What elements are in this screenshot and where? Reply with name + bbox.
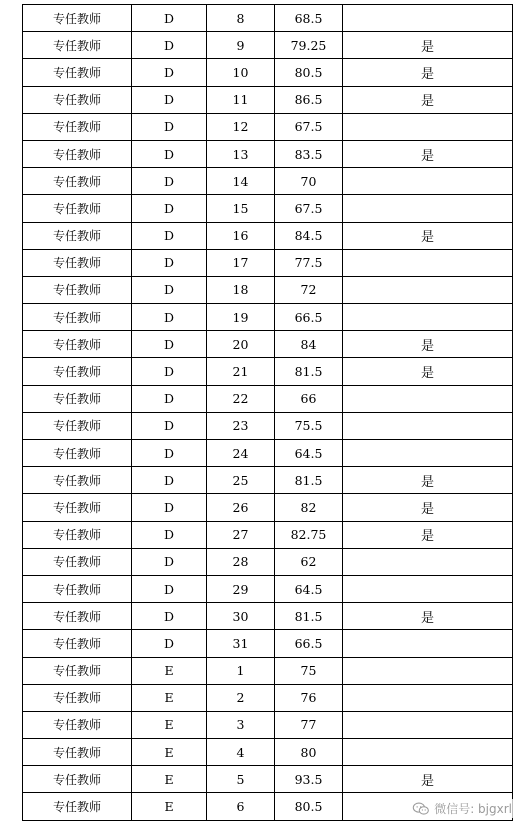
cell-number: 31 bbox=[207, 630, 275, 657]
table-row bbox=[23, 657, 513, 684]
cell-position: 专任教师 bbox=[23, 195, 132, 222]
cell-position: 专任教师 bbox=[23, 222, 132, 249]
cell-qualified bbox=[343, 711, 513, 738]
watermark-text: 微信号: bjgxrl bbox=[434, 802, 512, 816]
cell-score: 66 bbox=[275, 385, 343, 412]
cell-group: E bbox=[132, 684, 207, 711]
cell-score: 93.5 bbox=[275, 766, 343, 793]
table-row bbox=[23, 412, 513, 439]
cell-group: D bbox=[132, 195, 207, 222]
cell-qualified: 是 bbox=[343, 358, 513, 385]
table-row bbox=[23, 603, 513, 630]
cell-score: 62 bbox=[275, 548, 343, 575]
cell-number: 12 bbox=[207, 113, 275, 140]
cell-group: D bbox=[132, 276, 207, 303]
cell-group: D bbox=[132, 304, 207, 331]
cell-number: 26 bbox=[207, 494, 275, 521]
table-row bbox=[23, 440, 513, 467]
cell-group: D bbox=[132, 603, 207, 630]
cell-qualified: 是 bbox=[343, 140, 513, 167]
cell-number: 22 bbox=[207, 385, 275, 412]
cell-qualified: 是 bbox=[343, 222, 513, 249]
cell-qualified bbox=[343, 739, 513, 766]
cell-score: 81.5 bbox=[275, 467, 343, 494]
cell-score: 77.5 bbox=[275, 249, 343, 276]
cell-qualified: 是 bbox=[343, 59, 513, 86]
cell-position: 专任教师 bbox=[23, 711, 132, 738]
table-row bbox=[23, 711, 513, 738]
cell-score: 64.5 bbox=[275, 440, 343, 467]
cell-number: 23 bbox=[207, 412, 275, 439]
cell-qualified: 是 bbox=[343, 32, 513, 59]
cell-qualified bbox=[343, 385, 513, 412]
cell-group: D bbox=[132, 494, 207, 521]
table-row bbox=[23, 494, 513, 521]
cell-position: 专任教师 bbox=[23, 140, 132, 167]
cell-group: D bbox=[132, 630, 207, 657]
cell-number: 5 bbox=[207, 766, 275, 793]
cell-score: 86.5 bbox=[275, 86, 343, 113]
cell-qualified bbox=[343, 440, 513, 467]
cell-position: 专任教师 bbox=[23, 385, 132, 412]
table-row bbox=[23, 766, 513, 793]
cell-number: 27 bbox=[207, 521, 275, 548]
cell-score: 79.25 bbox=[275, 32, 343, 59]
cell-qualified: 是 bbox=[343, 86, 513, 113]
cell-position: 专任教师 bbox=[23, 358, 132, 385]
cell-group: E bbox=[132, 793, 207, 820]
cell-score: 72 bbox=[275, 276, 343, 303]
cell-position: 专任教师 bbox=[23, 440, 132, 467]
cell-position: 专任教师 bbox=[23, 86, 132, 113]
table-row bbox=[23, 113, 513, 140]
cell-qualified bbox=[343, 575, 513, 602]
cell-score: 84.5 bbox=[275, 222, 343, 249]
cell-number: 25 bbox=[207, 467, 275, 494]
table-row bbox=[23, 684, 513, 711]
cell-score: 70 bbox=[275, 168, 343, 195]
cell-number: 3 bbox=[207, 711, 275, 738]
cell-number: 13 bbox=[207, 140, 275, 167]
cell-position: 专任教师 bbox=[23, 331, 132, 358]
cell-group: D bbox=[132, 412, 207, 439]
cell-position: 专任教师 bbox=[23, 467, 132, 494]
cell-qualified bbox=[343, 657, 513, 684]
cell-score: 68.5 bbox=[275, 5, 343, 32]
cell-group: D bbox=[132, 358, 207, 385]
cell-group: D bbox=[132, 86, 207, 113]
table-row bbox=[23, 630, 513, 657]
cell-position: 专任教师 bbox=[23, 766, 132, 793]
cell-qualified bbox=[343, 548, 513, 575]
wechat-icon bbox=[412, 802, 430, 816]
cell-position: 专任教师 bbox=[23, 412, 132, 439]
cell-qualified bbox=[343, 684, 513, 711]
cell-qualified bbox=[343, 195, 513, 222]
cell-score: 83.5 bbox=[275, 140, 343, 167]
cell-position: 专任教师 bbox=[23, 793, 132, 820]
cell-score: 82.75 bbox=[275, 521, 343, 548]
cell-qualified bbox=[343, 276, 513, 303]
cell-group: D bbox=[132, 32, 207, 59]
cell-position: 专任教师 bbox=[23, 739, 132, 766]
cell-qualified: 是 bbox=[343, 467, 513, 494]
cell-group: D bbox=[132, 222, 207, 249]
cell-qualified bbox=[343, 304, 513, 331]
cell-qualified: 是 bbox=[343, 603, 513, 630]
cell-group: D bbox=[132, 113, 207, 140]
cell-group: E bbox=[132, 711, 207, 738]
table-row bbox=[23, 86, 513, 113]
cell-number: 11 bbox=[207, 86, 275, 113]
cell-position: 专任教师 bbox=[23, 521, 132, 548]
cell-number: 20 bbox=[207, 331, 275, 358]
cell-group: D bbox=[132, 521, 207, 548]
cell-number: 28 bbox=[207, 548, 275, 575]
cell-number: 6 bbox=[207, 793, 275, 820]
cell-number: 19 bbox=[207, 304, 275, 331]
cell-qualified bbox=[343, 412, 513, 439]
cell-number: 9 bbox=[207, 32, 275, 59]
table-row bbox=[23, 467, 513, 494]
cell-position: 专任教师 bbox=[23, 113, 132, 140]
cell-group: D bbox=[132, 575, 207, 602]
cell-qualified: 是 bbox=[343, 494, 513, 521]
table-row bbox=[23, 168, 513, 195]
cell-position: 专任教师 bbox=[23, 5, 132, 32]
table-row bbox=[23, 739, 513, 766]
cell-score: 84 bbox=[275, 331, 343, 358]
cell-score: 64.5 bbox=[275, 575, 343, 602]
cell-number: 15 bbox=[207, 195, 275, 222]
cell-number: 1 bbox=[207, 657, 275, 684]
cell-score: 75.5 bbox=[275, 412, 343, 439]
cell-number: 16 bbox=[207, 222, 275, 249]
cell-position: 专任教师 bbox=[23, 32, 132, 59]
cell-number: 10 bbox=[207, 59, 275, 86]
cell-position: 专任教师 bbox=[23, 304, 132, 331]
table-row bbox=[23, 304, 513, 331]
cell-position: 专任教师 bbox=[23, 276, 132, 303]
cell-number: 29 bbox=[207, 575, 275, 602]
score-table-body bbox=[23, 5, 513, 821]
table-row bbox=[23, 140, 513, 167]
cell-group: D bbox=[132, 440, 207, 467]
table-row bbox=[23, 521, 513, 548]
cell-number: 4 bbox=[207, 739, 275, 766]
watermark bbox=[409, 799, 515, 818]
cell-group: D bbox=[132, 5, 207, 32]
table-row bbox=[23, 5, 513, 32]
cell-qualified: 是 bbox=[343, 331, 513, 358]
cell-group: E bbox=[132, 739, 207, 766]
table-row bbox=[23, 59, 513, 86]
cell-position: 专任教师 bbox=[23, 494, 132, 521]
cell-group: D bbox=[132, 168, 207, 195]
cell-score: 75 bbox=[275, 657, 343, 684]
cell-score: 80 bbox=[275, 739, 343, 766]
cell-number: 21 bbox=[207, 358, 275, 385]
cell-group: D bbox=[132, 467, 207, 494]
cell-number: 8 bbox=[207, 5, 275, 32]
cell-group: D bbox=[132, 331, 207, 358]
cell-number: 2 bbox=[207, 684, 275, 711]
cell-group: D bbox=[132, 59, 207, 86]
cell-position: 专任教师 bbox=[23, 168, 132, 195]
cell-position: 专任教师 bbox=[23, 657, 132, 684]
cell-score: 82 bbox=[275, 494, 343, 521]
cell-qualified bbox=[343, 168, 513, 195]
cell-score: 81.5 bbox=[275, 603, 343, 630]
cell-position: 专任教师 bbox=[23, 684, 132, 711]
cell-qualified: 是 bbox=[343, 521, 513, 548]
cell-position: 专任教师 bbox=[23, 630, 132, 657]
table-row bbox=[23, 385, 513, 412]
cell-position: 专任教师 bbox=[23, 575, 132, 602]
score-table bbox=[22, 4, 513, 821]
cell-group: D bbox=[132, 249, 207, 276]
cell-qualified bbox=[343, 113, 513, 140]
cell-score: 77 bbox=[275, 711, 343, 738]
cell-position: 专任教师 bbox=[23, 548, 132, 575]
cell-number: 18 bbox=[207, 276, 275, 303]
cell-number: 24 bbox=[207, 440, 275, 467]
cell-group: E bbox=[132, 766, 207, 793]
cell-score: 76 bbox=[275, 684, 343, 711]
table-row bbox=[23, 249, 513, 276]
table-row bbox=[23, 331, 513, 358]
cell-number: 14 bbox=[207, 168, 275, 195]
table-row bbox=[23, 195, 513, 222]
table-row bbox=[23, 548, 513, 575]
cell-position: 专任教师 bbox=[23, 59, 132, 86]
cell-position: 专任教师 bbox=[23, 603, 132, 630]
cell-qualified: 是 bbox=[343, 766, 513, 793]
cell-score: 80.5 bbox=[275, 59, 343, 86]
cell-score: 81.5 bbox=[275, 358, 343, 385]
cell-group: D bbox=[132, 140, 207, 167]
cell-qualified bbox=[343, 630, 513, 657]
table-row bbox=[23, 358, 513, 385]
cell-group: E bbox=[132, 657, 207, 684]
cell-score: 66.5 bbox=[275, 630, 343, 657]
table-row bbox=[23, 222, 513, 249]
table-row bbox=[23, 276, 513, 303]
cell-qualified bbox=[343, 249, 513, 276]
table-row bbox=[23, 575, 513, 602]
cell-position: 专任教师 bbox=[23, 249, 132, 276]
cell-number: 17 bbox=[207, 249, 275, 276]
cell-group: D bbox=[132, 385, 207, 412]
cell-group: D bbox=[132, 548, 207, 575]
cell-score: 67.5 bbox=[275, 195, 343, 222]
cell-number: 30 bbox=[207, 603, 275, 630]
cell-score: 67.5 bbox=[275, 113, 343, 140]
table-row bbox=[23, 32, 513, 59]
cell-score: 80.5 bbox=[275, 793, 343, 820]
cell-score: 66.5 bbox=[275, 304, 343, 331]
cell-qualified bbox=[343, 5, 513, 32]
